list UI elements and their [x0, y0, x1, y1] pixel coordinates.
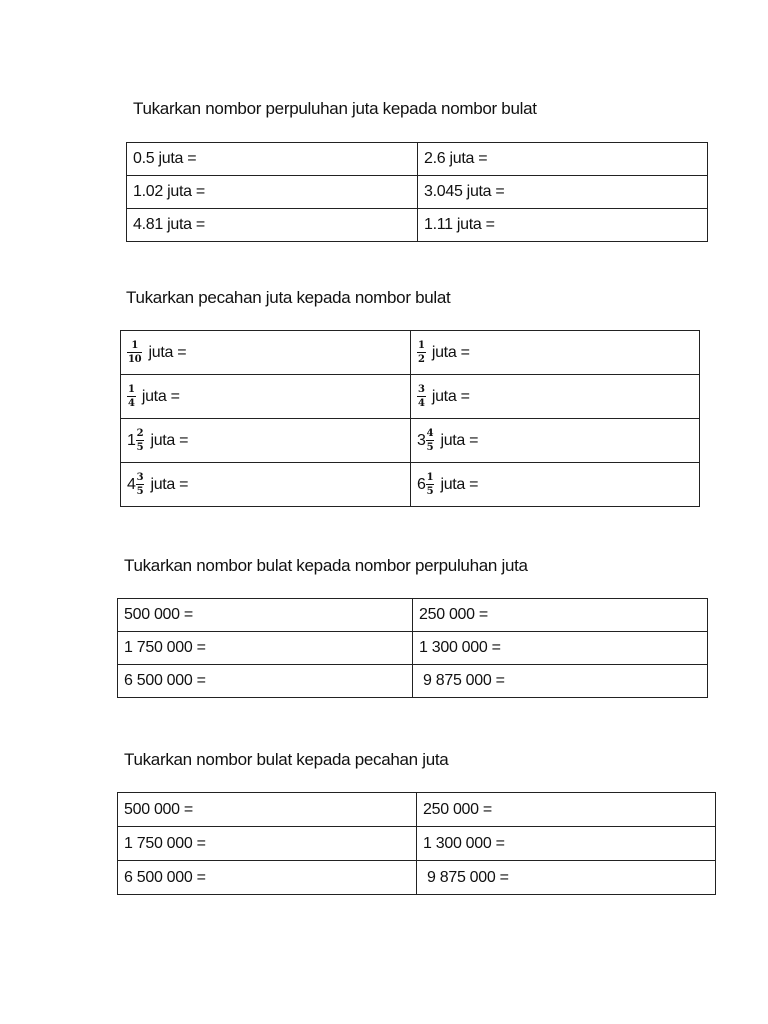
table-row — [118, 861, 716, 895]
fraction-numerator: 2 — [136, 427, 144, 439]
fraction-unit: juta = — [431, 343, 470, 361]
fraction-unit: juta = — [148, 343, 187, 361]
fraction — [136, 429, 145, 453]
fraction-whole: 1 — [127, 431, 136, 449]
table-row — [127, 176, 708, 209]
table-cell: 1 750 000 = — [118, 632, 413, 665]
fraction-numerator: 1 — [418, 339, 425, 351]
table-cell: 9 875 000 = — [413, 665, 708, 698]
fraction-unit: juta = — [440, 431, 479, 449]
fraction-denominator: 4 — [418, 397, 425, 409]
fraction-denominator: 5 — [136, 441, 144, 453]
fraction-to-whole-table — [120, 330, 700, 507]
fraction-numerator: 3 — [136, 471, 144, 483]
table-row — [121, 419, 700, 463]
fraction-numerator: 1 — [426, 471, 434, 483]
fraction-whole: 4 — [127, 475, 136, 493]
fraction-denominator: 5 — [136, 485, 144, 497]
table-cell: 1.02 juta = — [127, 176, 418, 209]
fraction — [127, 341, 142, 365]
section-1-title: Tukarkan nombor perpuluhan juta kepada nombor bulat — [133, 99, 537, 118]
table-cell: 1 750 000 = — [118, 827, 417, 861]
table-cell: 500 000 = — [118, 599, 413, 632]
fraction — [426, 473, 435, 497]
table-row — [121, 375, 700, 419]
table-row — [118, 599, 708, 632]
table-cell: 0.5 juta = — [127, 143, 418, 176]
fraction-cell — [121, 331, 411, 375]
fraction-cell — [411, 463, 700, 507]
fraction-unit: juta = — [150, 475, 189, 493]
table-row — [121, 331, 700, 375]
fraction-numerator: 1 — [128, 383, 135, 395]
section-2-title: Tukarkan pecahan juta kepada nombor bulat — [126, 288, 451, 307]
fraction-denominator: 5 — [426, 485, 434, 497]
table-row — [118, 665, 708, 698]
fraction-numerator: 3 — [418, 383, 425, 395]
section-4-title: Tukarkan nombor bulat kepada pecahan juta — [124, 750, 449, 769]
fraction-cell — [411, 419, 700, 463]
fraction — [417, 341, 426, 365]
fraction-denominator: 10 — [128, 353, 142, 365]
table-row — [118, 827, 716, 861]
fraction-cell — [121, 419, 411, 463]
fraction-unit: juta = — [440, 475, 479, 493]
table-cell: 1 300 000 = — [413, 632, 708, 665]
fraction-cell — [121, 375, 411, 419]
fraction-whole: 6 — [417, 475, 426, 493]
table-cell: 6 500 000 = — [118, 861, 417, 895]
table-row — [127, 143, 708, 176]
fraction-unit: juta = — [150, 431, 189, 449]
fraction-cell — [411, 331, 700, 375]
table-row — [118, 632, 708, 665]
whole-to-decimal-table — [117, 598, 708, 698]
fraction-denominator: 5 — [426, 441, 434, 453]
table-cell: 3.045 juta = — [418, 176, 708, 209]
table-cell: 500 000 = — [118, 793, 417, 827]
fraction — [417, 385, 426, 409]
fraction-whole: 3 — [417, 431, 426, 449]
fraction-unit: juta = — [141, 387, 180, 405]
fraction-cell — [121, 463, 411, 507]
table-row — [118, 793, 716, 827]
table-row — [121, 463, 700, 507]
table-cell: 9 875 000 = — [417, 861, 716, 895]
fraction — [127, 385, 136, 409]
fraction-unit: juta = — [431, 387, 470, 405]
table-cell: 2.6 juta = — [418, 143, 708, 176]
fraction-cell — [411, 375, 700, 419]
fraction-numerator: 1 — [127, 341, 142, 353]
fraction — [136, 473, 145, 497]
table-cell: 250 000 = — [417, 793, 716, 827]
table-row — [127, 209, 708, 242]
section-3-title: Tukarkan nombor bulat kepada nombor perpuluhan juta — [124, 556, 528, 575]
fraction-numerator: 4 — [426, 427, 434, 439]
fraction-denominator: 2 — [418, 353, 425, 365]
table-cell: 4.81 juta = — [127, 209, 418, 242]
fraction-denominator: 4 — [128, 397, 135, 409]
fraction — [426, 429, 435, 453]
table-cell: 250 000 = — [413, 599, 708, 632]
table-cell: 1 300 000 = — [417, 827, 716, 861]
table-cell: 6 500 000 = — [118, 665, 413, 698]
whole-to-fraction-table — [117, 792, 716, 895]
table-cell: 1.11 juta = — [418, 209, 708, 242]
decimal-to-whole-table — [126, 142, 708, 242]
